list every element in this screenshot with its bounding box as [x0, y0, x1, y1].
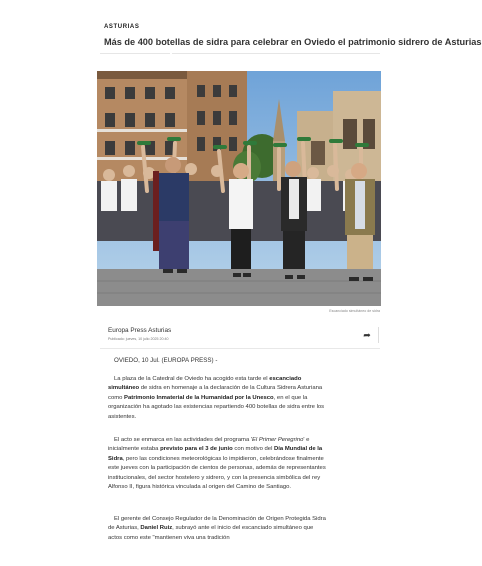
article-source[interactable]: Europa Press Asturias — [108, 327, 172, 334]
divider — [172, 53, 380, 54]
section-label[interactable]: ASTURIAS — [104, 24, 140, 30]
photo-caption: Escanciado simultáneo de sidra — [329, 309, 380, 313]
divider — [100, 348, 380, 349]
article-photo — [97, 71, 381, 306]
article-dateline: OVIEDO, 10 Jul. (EUROPA PRESS) - — [114, 357, 218, 364]
article-paragraph: La plaza de la Catedral de Oviedo ha acogido esta tarde el escanciado simultáneo de sidra en homenaje a la declaración de la Cultura Sidrera Asturiana como Patrimonio Inmaterial de la Humanidad por la Unesco, en el que la organización ha agotado las existencias repartiendo 400 botellas de sidra entre los asistentes. — [108, 376, 325, 420]
divider — [378, 327, 379, 343]
published-date: Publicado: jueves, 10 julio 2025 20:40 — [108, 337, 169, 341]
share-icon[interactable]: ➦ — [363, 330, 371, 340]
article-paragraph: El gerente del Consejo Regulador de la Denominación de Origen Protegida Sidra de Asturias, Daniel Ruiz, subrayó ante el inicio del escanciado simultáneo que actos como este "mantienen viva una tradición — [108, 516, 326, 541]
article-headline: Más de 400 botellas de sidra para celebrar en Oviedo el patrimonio sidrero de Asturias — [104, 37, 482, 47]
divider — [100, 53, 170, 54]
article-paragraph: El acto se enmarca en las actividades del programa 'El Primer Peregrino' e inicialmente estaba previsto para el 3 de junio con motivo del Día Mundial de la Sidra, pero las condiciones meteorológicas lo impidieron, celebrándose finalmente este jueves con la participación de cientos de personas, además de representantes institucionales, del sector hostelero y sidrero, y con la presencia simbólica del rey Alfonso II, figura histórica vinculada al origen del Camino de Santiago. — [108, 437, 326, 491]
